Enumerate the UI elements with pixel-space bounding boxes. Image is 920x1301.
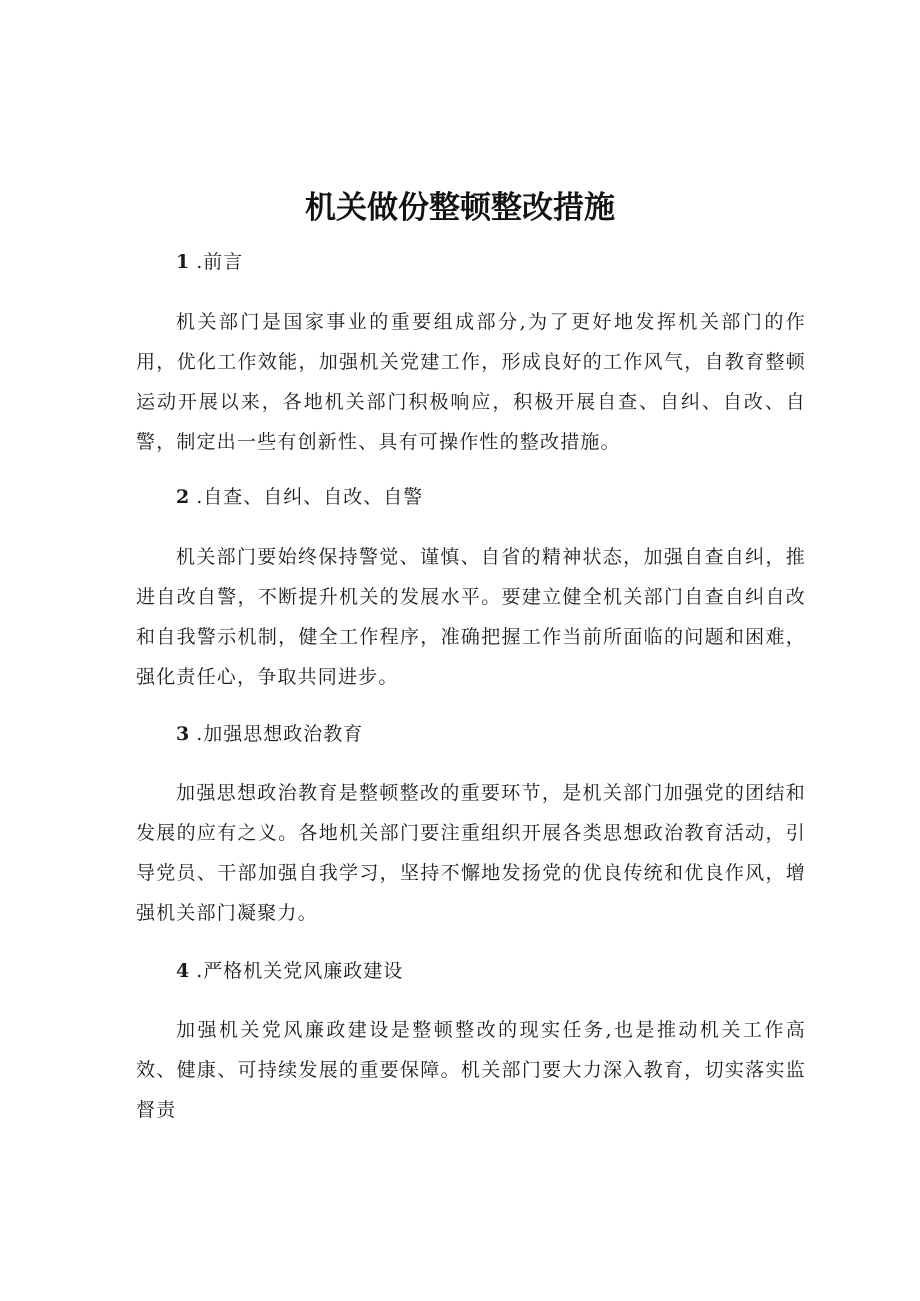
section-heading-text: .加强思想政治教育 bbox=[196, 723, 364, 745]
document-title: 机关做份整顿整改措施 bbox=[305, 190, 615, 226]
section-heading-text: .前言 bbox=[196, 251, 244, 273]
section-number: 3 bbox=[176, 723, 191, 745]
section-heading-text: .自查、自纠、自改、自警 bbox=[196, 486, 424, 508]
section-4-body bbox=[136, 1010, 806, 1130]
section-paragraph: 加强思想政治教育是整顿整改的重要环节，是机关部门加强党的团结和发展的应有之义。各地机关部门要注重组织开展各类思想政治教育活动，引导党员、干部加强自我学习，坚持不懈地发扬党的优良传统和优良作风，增强机关部门凝聚力。 bbox=[136, 782, 806, 924]
section-paragraph: 加强机关党风廉政建设是整顿整改的现实任务,也是推动机关工作高效、健康、可持续发展的重要保障。机关部门要大力深入教育，切实落实监督责 bbox=[136, 1019, 806, 1121]
section-2-body bbox=[136, 537, 806, 697]
section-number: 2 bbox=[176, 486, 191, 508]
section-number: 1 bbox=[176, 251, 191, 273]
section-1-body bbox=[136, 302, 806, 462]
section-2-heading bbox=[136, 483, 806, 511]
section-3-body bbox=[136, 773, 806, 933]
section-heading-text: .严格机关党风廉政建设 bbox=[196, 960, 404, 982]
section-paragraph: 机关部门要始终保持警觉、谨慎、自省的精神状态，加强自查自纠，推进自改自警，不断提升机关的发展水平。要建立健全机关部门自查自纠自改和自我警示机制，健全工作程序，准确把握工作当前所面临的问题和困难，强化责任心，争取共同进步。 bbox=[136, 546, 806, 688]
section-number: 4 bbox=[176, 960, 191, 982]
section-4-heading bbox=[136, 957, 806, 985]
section-1-heading bbox=[136, 248, 806, 276]
section-paragraph: 机关部门是国家事业的重要组成部分,为了更好地发挥机关部门的作用，优化工作效能，加强机关党建工作，形成良好的工作风气，自教育整顿运动开展以来，各地机关部门积极响应，积极开展自查、自纠、自改、自警，制定出一些有创新性、具有可操作性的整改措施。 bbox=[136, 311, 806, 453]
section-3-heading bbox=[136, 720, 806, 748]
